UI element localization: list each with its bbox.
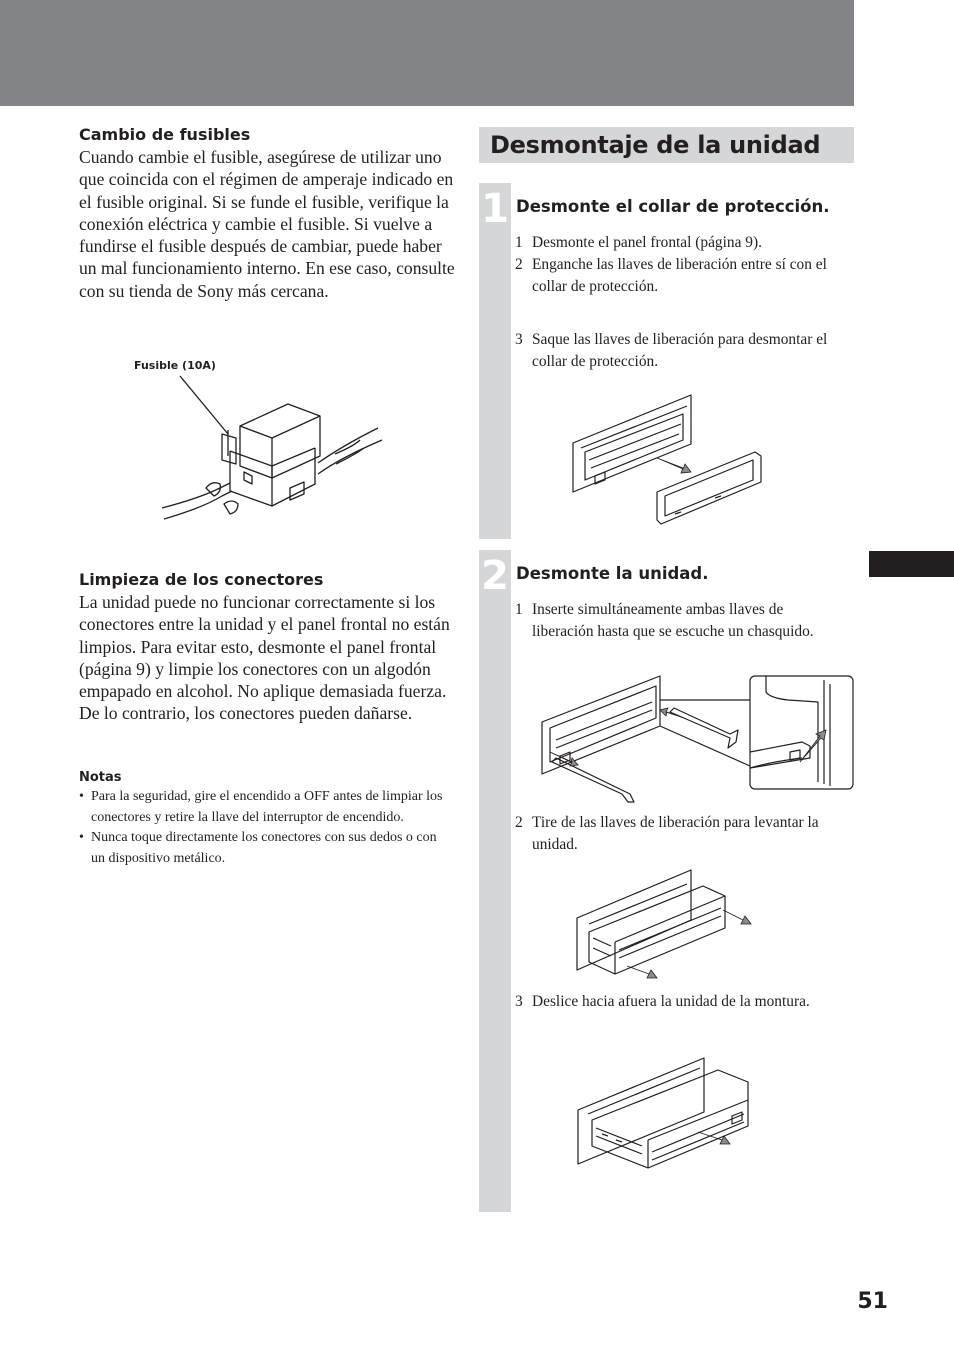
notes-list — [79, 787, 449, 869]
step-2-substep: 1 Inserte simultáneamente ambas llaves de liberación hasta que se escuche un chasquido. — [515, 601, 814, 641]
notes-section — [79, 769, 449, 869]
step-1-bar — [479, 183, 511, 539]
step-2-title: Desmonte la unidad. — [516, 564, 709, 583]
connector-cleaning-heading: Limpieza de los conectores — [79, 570, 324, 589]
fuse-change-body: Cuando cambie el fusible, asegúrese de utilizar uno que coincida con el régimen de amperaje indicado en el fusible original. Si se funde el fusible, verifique la conexión eléctrica y cambie el fusible. Si vuelve a fundirse el fusible después de cambiar, puede haber un mal funcionamiento interno. En ese caso, consulte con su tienda de Sony más cercana. — [79, 147, 455, 301]
notes-title: Notas — [79, 770, 122, 785]
fuse-illustration — [120, 356, 420, 536]
lift-unit-illustration — [575, 866, 755, 984]
step-1-title: Desmonte el collar de protección. — [516, 197, 830, 216]
fuse-change-section — [79, 124, 455, 302]
page-number: 51 — [857, 1289, 888, 1314]
bullet-glyph: • — [79, 789, 84, 804]
connector-cleaning-section — [79, 569, 455, 725]
insert-keys-illustration — [538, 672, 856, 807]
step-1-substep: 3 Saque las llaves de liberación para desmontar el collar de protección. — [515, 331, 828, 371]
step-1-substep: 1 Desmonte el panel frontal (página 9). — [515, 234, 762, 251]
note-item: • Nunca toque directamente los conectores con sus dedos o con un dispositivo metálico. — [79, 830, 437, 866]
fuse-change-heading: Cambio de fusibles — [79, 125, 251, 144]
fuse-holder-drawing — [120, 356, 420, 536]
step-2-bar — [479, 550, 511, 1212]
slide-out-unit-illustration — [576, 1056, 766, 1170]
step-2-number: 2 — [481, 553, 509, 599]
header-band — [0, 0, 854, 106]
collar-removal-illustration — [565, 390, 770, 535]
bullet-glyph: • — [79, 830, 84, 846]
step-2-substep: 3 Deslice hacia afuera la unidad de la montura. — [515, 993, 810, 1010]
step-2-substep: 2 Tire de las llaves de liberación para levantar la unidad. — [515, 814, 819, 854]
fuse-label: Fusible (10A) — [134, 359, 216, 372]
note-item: • Para la seguridad, gire el encendido a OFF antes de limpiar los conectores y retire la llave del interruptor de encendido. — [79, 789, 443, 825]
step-1-number: 1 — [481, 186, 509, 232]
step-1-substep: 2 Enganche las llaves de liberación entre sí con el collar de protección. — [515, 256, 827, 296]
connector-cleaning-body: La unidad puede no funcionar correctamente si los conectores entre la unidad y el panel frontal no están limpios. Para evitar esto, desmonte el panel frontal (página 9) y limpie los conectores con un algodón empapado en alcohol. No aplique demasiada fuerza. De lo contrario, los conectores pueden dañarse. — [79, 592, 450, 724]
section-title: Desmontaje de la unidad — [490, 131, 821, 159]
section-tab-marker — [869, 551, 954, 577]
